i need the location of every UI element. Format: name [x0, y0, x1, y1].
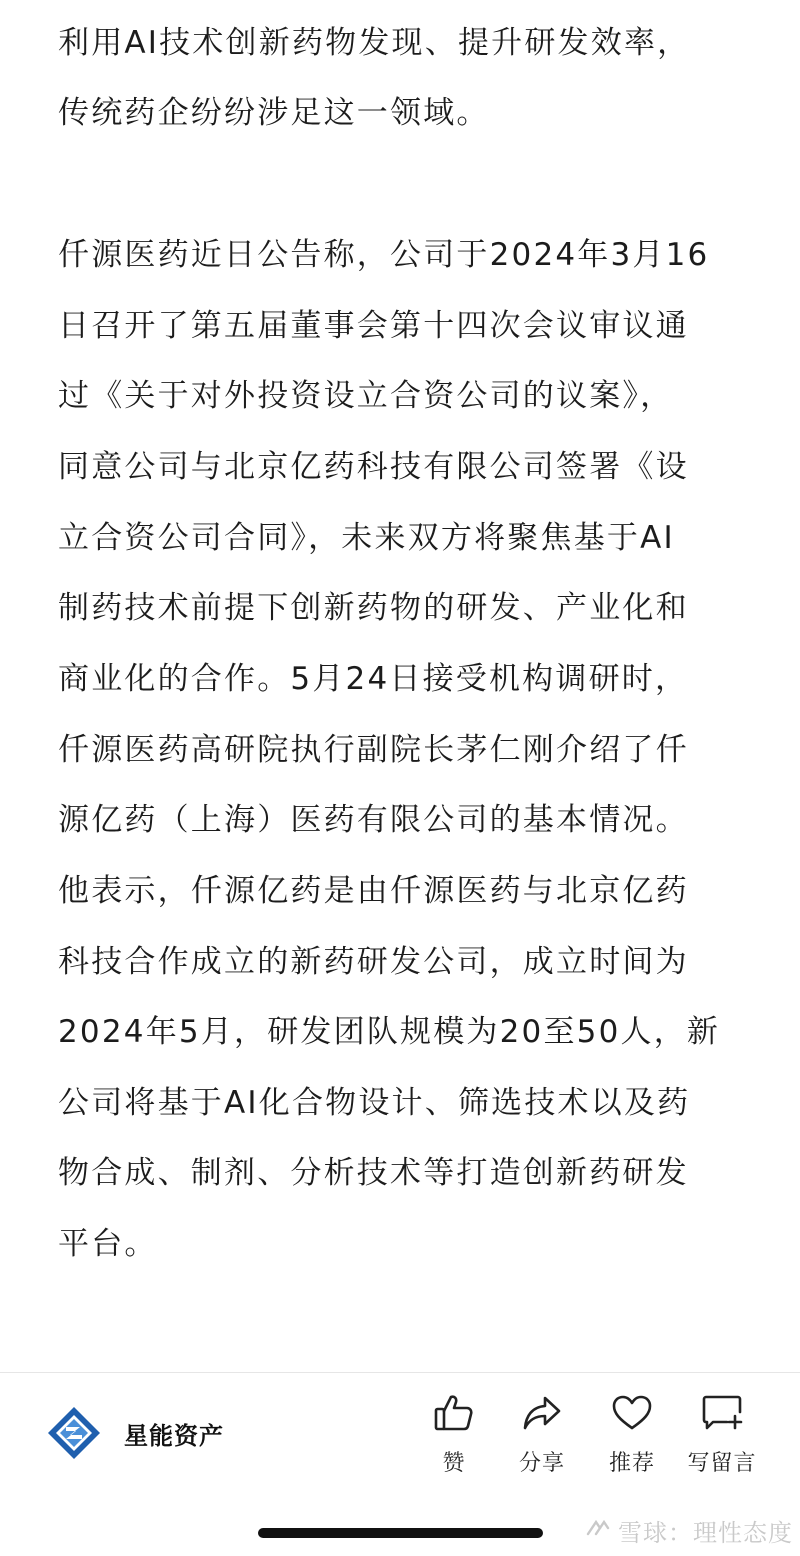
- share-arrow-icon: [502, 1392, 582, 1434]
- xingneng-logo-icon: [46, 1405, 102, 1461]
- comment-plus-icon: [682, 1392, 762, 1434]
- article-line: 传统药企纷纷涉足这一领域。: [58, 95, 490, 131]
- write-comment-button[interactable]: [682, 1392, 762, 1477]
- article-line: 源亿药（上海）医药有限公司的基本情况。: [58, 802, 689, 838]
- article-line: 仟源医药近日公告称，公司于2024年3月16: [58, 237, 710, 273]
- article-line: 平台。: [58, 1226, 158, 1262]
- article-line: 过《关于对外投资设立合资公司的议案》，: [58, 378, 674, 414]
- article-line: 他表示，仟源亿药是由仟源医药与北京亿药: [58, 873, 689, 909]
- watermark-text: 雪球：理性态度: [618, 1519, 793, 1547]
- like-label: 赞: [442, 1451, 466, 1476]
- brand-name: 星能资产: [124, 1421, 224, 1450]
- article-line: 日召开了第五届董事会第十四次会议审议通: [58, 308, 689, 344]
- recommend-button[interactable]: [592, 1392, 672, 1477]
- article-line: 制药技术前提下创新药物的研发、产业化和: [58, 590, 689, 626]
- account-brand[interactable]: [46, 1405, 224, 1461]
- recommend-label: 推荐: [608, 1451, 655, 1476]
- home-indicator[interactable]: [258, 1528, 543, 1538]
- xueqiu-logo-icon: [584, 1514, 618, 1548]
- share-label: 分享: [518, 1451, 565, 1476]
- xueqiu-watermark: [584, 1513, 793, 1548]
- thumbs-up-icon: [414, 1392, 494, 1434]
- heart-icon: [592, 1392, 672, 1434]
- article-line: 公司将基于AI化合物设计、筛选技术以及药: [58, 1085, 691, 1121]
- article-line: 仟源医药高研院执行副院长茅仁刚介绍了仟: [58, 732, 689, 768]
- share-button[interactable]: [502, 1392, 582, 1477]
- like-button[interactable]: [414, 1392, 494, 1477]
- article-line: 利用AI技术创新药物发现、提升研发效率，: [58, 25, 691, 61]
- article-line: 立合资公司合同》，未来双方将聚焦基于AI: [58, 520, 675, 556]
- article-line: 物合成、制剂、分析技术等打造创新药研发: [58, 1155, 689, 1191]
- article-line: 同意公司与北京亿药科技有限公司签署《设: [58, 449, 689, 485]
- article-line: 2024年5月，研发团队规模为20至50人，新: [58, 1014, 721, 1050]
- article-line: 商业化的合作。5月24日接受机构调研时，: [58, 661, 689, 697]
- write-comment-label: 写留言: [687, 1451, 757, 1476]
- article-line: 科技合作成立的新药研发公司，成立时间为: [58, 944, 689, 980]
